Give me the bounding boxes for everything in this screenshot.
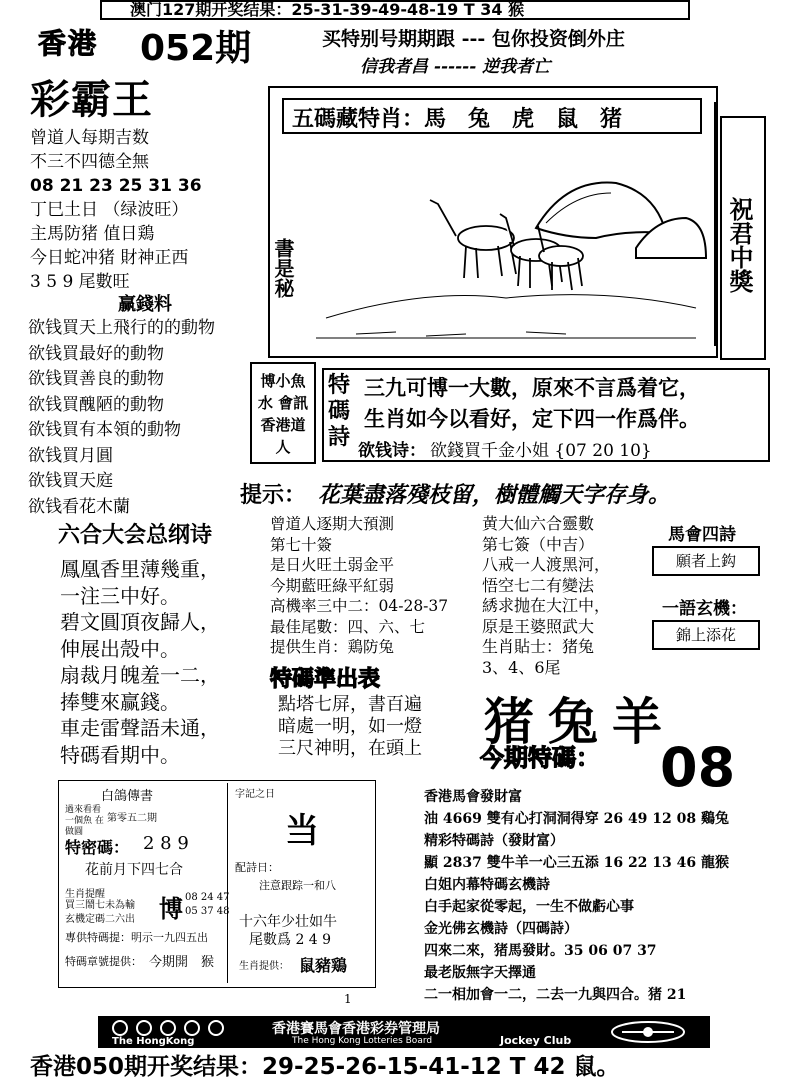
flower-line: 花前月下四七合 <box>85 862 183 878</box>
zeng-line: 今期藍旺綠平紅弱 <box>270 576 395 595</box>
sixteen-line: 十六年少壮如牛 <box>239 914 337 930</box>
special-poem-line-2: 生肖如今以看好，定下四一作爲伴。 <box>364 406 700 431</box>
hk-news-line: 金光佛玄機詩（四碼詩） <box>424 921 578 937</box>
hint-text: 花葉盡落殘枝留，樹體觸天字存身。 <box>318 482 671 508</box>
memo-label: 配詩日： <box>235 861 279 874</box>
issue-number: 052期 <box>140 28 252 69</box>
info-line: 08 21 23 25 31 36 <box>30 176 202 196</box>
info-line: 主馬防猪 值日鶏 <box>30 224 155 244</box>
wong-line: 黄大仙六合靈數 <box>482 514 595 533</box>
header-slogan-1: 买特别号期期跟 --- 包你投资倒外庄 <box>322 28 625 50</box>
money-line: 欲钱買有本領的動物 <box>28 420 181 440</box>
liuhe-line: 特碼看期中。 <box>60 742 180 767</box>
wong-line: 八戒一人渡黑河， <box>482 555 611 574</box>
zeng-line: 最佳尾數：四、六、七 <box>270 617 426 636</box>
money-poem-text: 欲錢買千金小姐 {07 20 10} <box>430 441 652 461</box>
zodiac-label: 生肖提供： <box>239 961 289 972</box>
hk-news-line: 四來二來，猪馬發財。35 06 07 37 <box>424 943 657 959</box>
money-line: 欲钱買月圓 <box>28 445 113 466</box>
zeng-line: 曾道人逐期大預測 <box>270 515 395 533</box>
liuhe-line: 扇裁月魄羞一二， <box>60 663 220 687</box>
hk-news-line: 油 4669 雙有心打洞洞得穿 26 49 12 08 鷄兔 <box>424 811 730 827</box>
newspaper-clipping <box>58 780 376 988</box>
liuhe-line: 一注三中好。 <box>60 583 180 608</box>
hint-label: 提示： <box>240 483 307 508</box>
wong-line: 悟空七二有變法 <box>482 575 595 595</box>
hk-news-line: 顯 2837 雙牛羊一心三五添 16 22 13 46 龍猴 <box>424 855 730 871</box>
money-line: 欲钱買天上飛行的的動物 <box>28 318 215 338</box>
liuhe-line: 鳳凰香里薄幾重， <box>60 557 220 581</box>
hk-news-line: 香港馬會發財富 <box>424 789 522 805</box>
money-line: 欲钱買天庭 <box>28 471 113 491</box>
footer-logo-text: The HongKong <box>112 1036 195 1047</box>
zeng-line: 是日火旺土弱金平 <box>270 556 395 574</box>
top-banner: 澳门127期开奖结果：25-31-39-49-48-19 T 34 猴 <box>100 0 690 20</box>
footer-sub: The Hong Kong Lotteries Board <box>292 1036 433 1046</box>
money-line: 欲钱買最好的動物 <box>28 343 164 364</box>
info-line: 不三不四德全無 <box>30 152 149 172</box>
money-line: 欲钱買醜陋的動物 <box>28 394 164 415</box>
zeng-line: 提供生肖：鶏防兔 <box>270 638 395 656</box>
zeng-line: 第七十簽 <box>270 535 333 554</box>
footer-jockey: Jockey Club <box>500 1034 572 1047</box>
money-title: 赢錢料 <box>118 294 172 315</box>
intro-label: 生肖提醒 <box>65 889 105 900</box>
liuhe-title: 六合大会总纲诗 <box>58 522 213 548</box>
liuhe-line: 碧文圓頂夜歸人， <box>60 610 220 634</box>
footer-org: 香港賽馬會香港彩券管理局 <box>272 1021 440 1037</box>
money-line: 欲钱買善良的動物 <box>28 369 164 389</box>
newspaper-issue: 第零五二期 <box>107 813 157 824</box>
secret-value: 2 8 9 <box>143 833 189 854</box>
info-line: 丁巳土日 （绿波旺） <box>30 200 189 220</box>
header-slogan-2: 信我者昌 ------ 逆我者亡 <box>360 57 551 77</box>
stats-label: 特碼章號提供： <box>65 955 142 968</box>
jinqi-number: 08 <box>660 736 736 799</box>
hk-news-line: 二一相加會一二，二去一九與四合。猪 21 <box>424 987 687 1003</box>
special-tip: 專供特碼提：明示一九四五出 <box>65 931 208 944</box>
lotteries-logo-icon <box>608 1020 688 1044</box>
hk-horse-news <box>424 786 729 1006</box>
wong-line: 3、4、6尾 <box>482 657 561 677</box>
deer-landscape-illustration <box>306 138 708 348</box>
wong-line: 第七簽（中吉） <box>482 534 595 554</box>
big-zodiac: 猪兔羊 <box>484 693 676 751</box>
horse-poem-title: 馬會四詩 <box>668 525 736 545</box>
hk-news-line: 精彩特碼詩（發財富） <box>424 833 564 849</box>
hk-news-line: 白手起家從零起，一生不做虧心事 <box>424 899 634 915</box>
zeng-line: 高機率三中二：04-28-37 <box>270 597 449 615</box>
bottom-banner: 香港050期开奖结果：29-25-26-15-41-12 T 42 鼠。 <box>30 1054 620 1080</box>
info-line: 今日蛇冲猪 財神正西 <box>30 248 189 268</box>
picture-box <box>268 86 718 358</box>
page-mark: 1 <box>344 992 352 1006</box>
left-column-info <box>30 126 202 294</box>
money-poem-label: 欲钱诗： <box>358 441 426 461</box>
memo-header: 字記之日 <box>235 789 275 800</box>
jinqi-label: 今期特碼： <box>480 744 600 772</box>
liuhe-line: 捧雙來赢錢。 <box>60 689 180 714</box>
big-character: 当 <box>285 811 319 851</box>
tema-table-lines <box>278 694 422 760</box>
logo-hongkong: 香港 <box>38 27 99 60</box>
wong-tai-sin <box>482 514 610 678</box>
blessing-vertical: 祝君中獎 <box>720 116 766 360</box>
zeng-forecast <box>270 514 448 658</box>
info-line: 3 5 9 尾數旺 <box>30 272 130 292</box>
hk-news-line: 最老版無字天擇通 <box>424 965 536 981</box>
special-poem-line-1: 三九可博一大數，原來不言爲着它， <box>364 375 700 400</box>
newspaper-header: 白鴿傳書 <box>101 789 154 804</box>
money-line: 欲钱看花木蘭 <box>28 496 130 517</box>
zodiac-value: 鼠豬鶏 <box>299 956 348 975</box>
top-left-hatch <box>0 0 100 20</box>
newspaper-small-left: 過來看看 一個魚 在做圓 <box>65 805 104 837</box>
liuhe-line: 車走雷聲語未通， <box>60 716 220 740</box>
memo-text: 注意跟踪一和八 <box>259 879 336 892</box>
hkjc-logo-icon <box>104 1018 244 1038</box>
wong-line: 生肖貼士：猪兔 <box>482 637 595 656</box>
tema-line: 點塔七屏，書百遍 <box>278 694 422 715</box>
tema-table-title: 特碼準出表 <box>270 667 381 692</box>
money-list <box>28 316 215 520</box>
wong-line: 綉求抛在大江中， <box>482 596 611 615</box>
hidden-zodiac-title: 五碼藏特肖：馬 兔 虎 鼠 猪 <box>292 106 623 132</box>
info-line: 曾道人每期吉数 <box>30 128 149 148</box>
yiyu-box: 錦上添花 <box>652 620 760 650</box>
tail-line: 尾數爲 2 4 9 <box>249 932 332 948</box>
stats-value: 今期開 猴 <box>149 955 215 970</box>
intro-lines: 買三鬧七未為輸 玄機定碼二六出 <box>65 900 135 925</box>
secret-label: 特密碼： <box>65 838 130 857</box>
horse-poem-box: 願者上鈎 <box>652 546 760 576</box>
tema-line: 暗處一明，如一燈 <box>278 716 422 737</box>
seal-stamp: 博小魚水 會訊 香港道人 <box>250 362 316 464</box>
liuhe-poem <box>60 556 220 768</box>
bo-character: 博 <box>159 894 183 923</box>
tema-line: 三尺神明，在頭上 <box>278 738 422 759</box>
picture-vertical-left: 書是秘 <box>271 238 295 298</box>
bo-numbers: 08 24 47 05 37 48 <box>185 892 230 917</box>
hk-news-line: 白姐内幕特碼玄機詩 <box>424 877 550 893</box>
wong-line: 原是王婆照武大 <box>482 616 595 636</box>
special-poem-label: 特碼詩 <box>328 372 351 450</box>
logo-caibawang: 彩霸王 <box>30 77 153 123</box>
yiyu-title: 一語玄機： <box>662 599 747 619</box>
liuhe-line: 伸展出殼中。 <box>60 636 180 661</box>
